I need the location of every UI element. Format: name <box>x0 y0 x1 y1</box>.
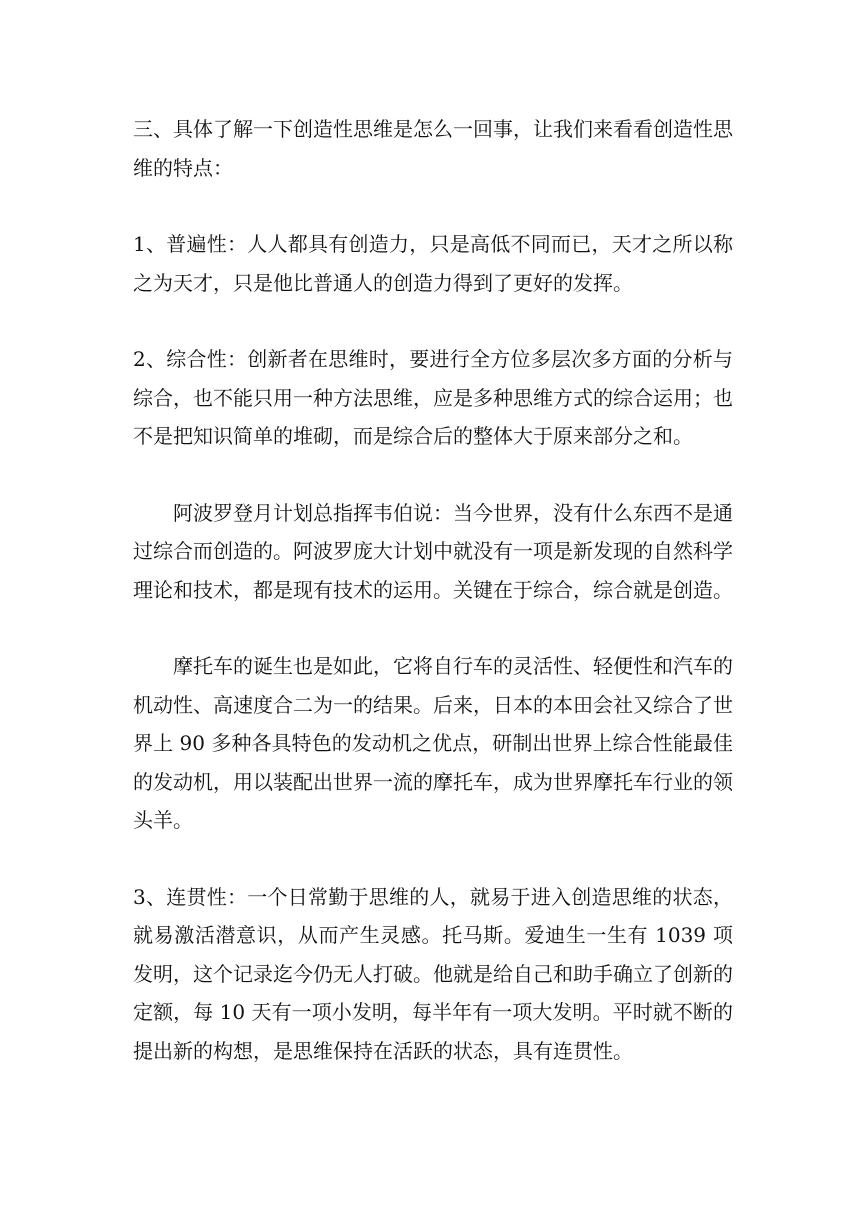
paragraph-spacer <box>133 302 733 340</box>
apollo-example-paragraph: 阿波罗登月计划总指挥韦伯说：当今世界，没有什么东西不是通过综合而创造的。阿波罗庞大计划中就没有一项是新发现的自然科学理论和技术，都是现有技术的运用。关键在于综合，综合就是创造。 <box>133 500 733 602</box>
motorcycle-example-paragraph: 摩托车的诞生也是如此，它将自行车的灵活性、轻便性和汽车的机动性、高速度合二为一的结果。后来，日本的本田会社又综合了世界上 90 多种各具特色的发动机之优点，研制出世界上综合性能最佳的发动机，用以装配出世界一流的摩托车，成为世界摩托车行业的领头羊。 <box>133 654 733 832</box>
paragraph-spacer <box>133 187 733 225</box>
paragraph-spacer <box>133 609 733 647</box>
continuity-paragraph: 3、连贯性：一个日常勤于思维的人，就易于进入创造思维的状态，就易激活潜意识，从而产生灵感。托马斯。爱迪生一生有 1039 项发明，这个记录迄今仍无人打破。他就是给自己和助手确立了创新的定额，每 10 天有一项小发明，每半年有一项大发明。平时就不断的提出新的构想，是思维保持在活跃的状态，具有连贯性。 <box>133 884 733 1063</box>
universality-paragraph: 1、普遍性：人人都具有创造力，只是高低不同而已，天才之所以称之为天才，只是他比普通人的创造力得到了更好的发挥。 <box>133 232 733 295</box>
section-heading-paragraph: 三、具体了解一下创造性思维是怎么一回事，让我们来看看创造性思维的特点： <box>133 117 733 180</box>
document-body <box>133 110 733 1070</box>
paragraph-spacer <box>133 456 733 494</box>
paragraph-spacer <box>133 840 733 878</box>
comprehensiveness-paragraph: 2、综合性：创新者在思维时，要进行全方位多层次多方面的分析与综合，也不能只用一种方法思维，应是多种思维方式的综合运用；也不是把知识简单的堆砌，而是综合后的整体大于原来部分之和。 <box>133 347 733 448</box>
